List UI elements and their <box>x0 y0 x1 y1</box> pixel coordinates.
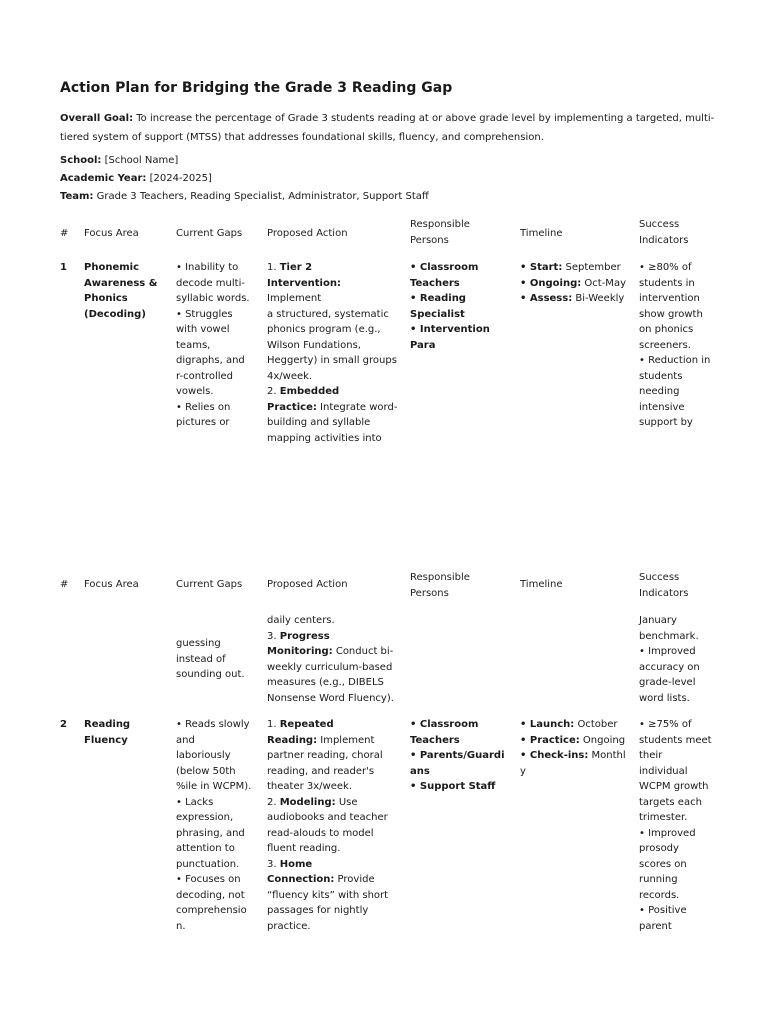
gap-line: digraphs, and <box>176 355 245 366</box>
header-success-line: Indicators <box>639 234 689 246</box>
current-gaps <box>176 260 254 431</box>
row-number: 2 <box>60 719 67 730</box>
timeline-label: • Ongoing: <box>520 277 582 289</box>
timeline-label: • Start: <box>520 262 563 273</box>
timeline-value: Oct-May <box>581 277 626 289</box>
timeline-line <box>520 276 630 292</box>
success-line: students <box>639 370 683 382</box>
action-heading: Practice: <box>267 401 317 413</box>
school-line <box>60 155 178 166</box>
header-focus: Focus Area <box>84 228 139 239</box>
success-line: show growth <box>639 308 703 320</box>
action-text: Implement <box>317 734 375 746</box>
action-line <box>267 795 398 811</box>
gap-line: • Inability to <box>176 262 239 273</box>
timeline-value: October <box>574 719 618 730</box>
timeline-line: y <box>520 765 526 777</box>
gap-line: guessing <box>176 638 221 649</box>
header-responsible-line: Responsible <box>410 572 470 583</box>
success-line: parent <box>639 920 672 932</box>
responsible-line: Specialist <box>410 308 465 320</box>
action-text: Provide <box>334 874 375 885</box>
year-label: Academic Year: <box>60 173 147 184</box>
focus-line: Phonemic <box>84 262 139 273</box>
timeline-value: Bi-Weekly <box>572 293 625 304</box>
gap-line: attention to <box>176 843 235 854</box>
proposed-action <box>267 613 398 706</box>
timeline-value: Monthl <box>588 750 626 761</box>
success-line: benchmark. <box>639 630 699 642</box>
responsible-persons <box>410 717 510 795</box>
success-indicators <box>639 613 719 706</box>
action-line: building and syllable <box>267 417 371 428</box>
focus-line: (Decoding) <box>84 308 146 320</box>
focus-line: Awareness & <box>84 277 158 289</box>
action-line: Wilson Fundations, <box>267 339 361 351</box>
success-line: grade-level <box>639 677 696 688</box>
responsible-line: • Intervention <box>410 324 490 335</box>
success-line: students in <box>639 277 695 289</box>
gap-line: n. <box>176 920 186 932</box>
header-responsible <box>410 570 510 601</box>
header-responsible-line: Persons <box>410 587 449 599</box>
action-line <box>267 629 398 645</box>
success-line: WCPM growth <box>639 781 709 792</box>
action-line: audiobooks and teacher <box>267 812 388 823</box>
success-line: • Improved <box>639 827 696 839</box>
timeline-line <box>520 291 630 307</box>
action-line: reading, and reader's <box>267 765 375 777</box>
action-heading: Home <box>279 858 313 870</box>
proposed-action <box>267 260 398 446</box>
gap-line: phrasing, and <box>176 827 245 839</box>
responsible-line: Teachers <box>410 277 460 289</box>
goal-label: Overall Goal: <box>60 113 134 124</box>
success-line: • Improved <box>639 646 696 657</box>
gap-line: • Relies on <box>176 401 231 413</box>
action-text: Use <box>335 796 358 808</box>
success-line: their <box>639 750 663 761</box>
timeline-line <box>520 748 630 764</box>
responsible-line: • Classroom <box>410 262 479 273</box>
focus-area <box>84 260 164 322</box>
gap-line: (below 50th <box>176 765 236 777</box>
action-heading: Intervention: <box>267 277 341 289</box>
gap-line: syllabic words. <box>176 293 250 304</box>
success-line: • ≥75% of <box>639 719 692 730</box>
focus-line: Phonics <box>84 293 128 304</box>
success-line: prosody <box>639 843 679 854</box>
row-number: 1 <box>60 262 67 273</box>
proposed-action <box>267 717 398 934</box>
action-heading: Progress <box>279 630 330 642</box>
responsible-line: • Support Staff <box>410 781 496 792</box>
header-success-line: Success <box>639 219 680 230</box>
gap-line: instead of <box>176 653 226 665</box>
action-line <box>267 872 398 888</box>
action-heading: Connection: <box>267 874 335 885</box>
gap-line: pictures or <box>176 417 230 428</box>
responsible-line: Teachers <box>410 734 460 746</box>
gap-line: %ile in WCPM). <box>176 781 252 792</box>
responsible-line: • Classroom <box>410 719 479 730</box>
header-success <box>639 217 719 248</box>
responsible-line: • Parents/Guardi <box>410 750 505 761</box>
year-value: [2024-2025] <box>146 173 212 184</box>
year-line <box>60 173 212 184</box>
team-label: Team: <box>60 191 94 202</box>
action-line: phonics program (e.g., <box>267 324 381 335</box>
gap-line: comprehensio <box>176 905 247 916</box>
success-line: January <box>639 615 677 626</box>
focus-line: Fluency <box>84 734 128 746</box>
action-number: 2. <box>267 386 280 397</box>
gap-line: and <box>176 734 195 746</box>
success-line: support by <box>639 417 693 428</box>
header-timeline: Timeline <box>520 579 563 590</box>
gap-line: punctuation. <box>176 858 240 870</box>
timeline-label: • Practice: <box>520 734 580 746</box>
school-value: [School Name] <box>101 155 179 166</box>
header-focus: Focus Area <box>84 579 139 590</box>
action-line: Nonsense Word Fluency). <box>267 692 394 704</box>
header-timeline: Timeline <box>520 228 563 239</box>
team-line <box>60 191 429 202</box>
overall-goal <box>60 110 715 147</box>
responsible-line: ans <box>410 765 430 777</box>
action-line <box>267 276 398 307</box>
action-line: mapping activities into <box>267 432 382 444</box>
header-num: # <box>60 228 69 239</box>
action-line: daily centers. <box>267 615 335 626</box>
success-line: intensive <box>639 401 685 413</box>
timeline-line <box>520 717 630 733</box>
action-line: read-alouds to model <box>267 827 374 839</box>
timeline-value: September <box>562 262 621 273</box>
gap-line: decode multi- <box>176 277 245 289</box>
success-line: • Positive <box>639 905 687 916</box>
success-line: running <box>639 874 678 885</box>
success-line: accuracy on <box>639 661 700 673</box>
success-line: • Reduction in <box>639 355 711 366</box>
success-line: trimester. <box>639 812 688 823</box>
action-heading: Reading: <box>267 734 318 746</box>
action-line: weekly curriculum-based <box>267 661 393 673</box>
gap-line: teams, <box>176 339 211 351</box>
action-line: theater 3x/week. <box>267 781 353 792</box>
timeline-value: Ongoing <box>579 734 626 746</box>
header-success-line: Indicators <box>639 587 689 599</box>
success-line: on phonics <box>639 324 694 335</box>
action-heading: Modeling: <box>279 796 336 808</box>
action-number: 2. <box>267 796 280 808</box>
action-line: partner reading, choral <box>267 750 383 761</box>
success-line: individual <box>639 765 688 777</box>
timeline-label: • Assess: <box>520 293 573 304</box>
timeline <box>520 717 630 779</box>
timeline <box>520 260 630 307</box>
success-line: needing <box>639 386 680 397</box>
action-number: 3. <box>267 630 280 642</box>
timeline-line <box>520 733 630 749</box>
action-heading: Repeated <box>279 719 334 730</box>
header-responsible-line: Responsible <box>410 219 470 230</box>
action-number: 1. <box>267 719 280 730</box>
header-gaps: Current Gaps <box>176 579 243 590</box>
success-line: targets each <box>639 796 702 808</box>
header-action: Proposed Action <box>267 579 348 590</box>
focus-line: Reading <box>84 719 131 730</box>
action-line <box>267 644 398 660</box>
action-number: 1. <box>267 262 280 273</box>
goal-text: To increase the percentage of Grade 3 students reading at or above grade level by implementing a targeted, multi-tiered system of support (MTSS) that addresses foundational skills, fluency, and comprehension. <box>60 113 715 143</box>
header-responsible <box>410 217 510 248</box>
header-gaps: Current Gaps <box>176 228 243 239</box>
responsible-line: • Reading <box>410 293 466 304</box>
gap-line: r-controlled <box>176 370 234 382</box>
school-label: School: <box>60 155 102 166</box>
current-gaps <box>176 717 254 934</box>
success-indicators <box>639 260 719 431</box>
gap-line: • Reads slowly <box>176 719 250 730</box>
header-num: # <box>60 579 69 590</box>
gap-line: expression, <box>176 812 234 823</box>
responsible-line: Para <box>410 339 436 351</box>
success-line: scores on <box>639 858 687 870</box>
action-text: Implement <box>267 293 322 304</box>
action-line: practice. <box>267 920 311 932</box>
timeline-line <box>520 260 630 276</box>
header-action: Proposed Action <box>267 228 348 239</box>
action-heading: Embedded <box>279 386 340 397</box>
success-line: screeners. <box>639 339 691 351</box>
action-line <box>267 384 398 400</box>
current-gaps <box>176 636 254 683</box>
gap-line: sounding out. <box>176 669 245 680</box>
focus-area <box>84 717 164 748</box>
action-number: 3. <box>267 858 280 870</box>
responsible-persons <box>410 260 510 353</box>
header-responsible-line: Persons <box>410 234 449 246</box>
success-line: intervention <box>639 293 700 304</box>
action-line: “fluency kits” with short <box>267 889 389 901</box>
action-heading: Monitoring: <box>267 646 333 657</box>
timeline-label: • Check-ins: <box>520 750 589 761</box>
action-line: Heggerty) in small groups <box>267 355 397 366</box>
success-line: • ≥80% of <box>639 262 692 273</box>
action-line <box>267 400 398 416</box>
team-value: Grade 3 Teachers, Reading Specialist, Administrator, Support Staff <box>93 191 429 202</box>
success-line: records. <box>639 889 680 901</box>
action-line: measures (e.g., DIBELS <box>267 677 384 688</box>
success-indicators <box>639 717 719 934</box>
success-line: word lists. <box>639 692 690 704</box>
action-line: 4x/week. <box>267 370 313 382</box>
gap-line: vowels. <box>176 386 214 397</box>
action-line <box>267 717 398 733</box>
header-success <box>639 570 719 601</box>
action-text: Integrate word- <box>316 401 398 413</box>
header-success-line: Success <box>639 572 680 583</box>
gap-line: decoding, not <box>176 889 245 901</box>
action-line: fluent reading. <box>267 843 341 854</box>
action-line: passages for nightly <box>267 905 369 916</box>
page-title: Action Plan for Bridging the Grade 3 Reading Gap <box>60 80 453 96</box>
gap-line: laboriously <box>176 750 231 761</box>
timeline-label: • Launch: <box>520 719 575 730</box>
action-line: a structured, systematic <box>267 308 389 320</box>
action-line <box>267 857 398 873</box>
action-line <box>267 260 398 276</box>
gap-line: • Struggles <box>176 308 233 320</box>
gap-line: with vowel <box>176 324 230 335</box>
gap-line: • Lacks <box>176 796 214 808</box>
gap-line: • Focuses on <box>176 874 241 885</box>
action-heading: Tier 2 <box>279 262 313 273</box>
success-line: students meet <box>639 734 712 746</box>
action-text: Conduct bi- <box>332 646 394 657</box>
action-line <box>267 733 398 749</box>
